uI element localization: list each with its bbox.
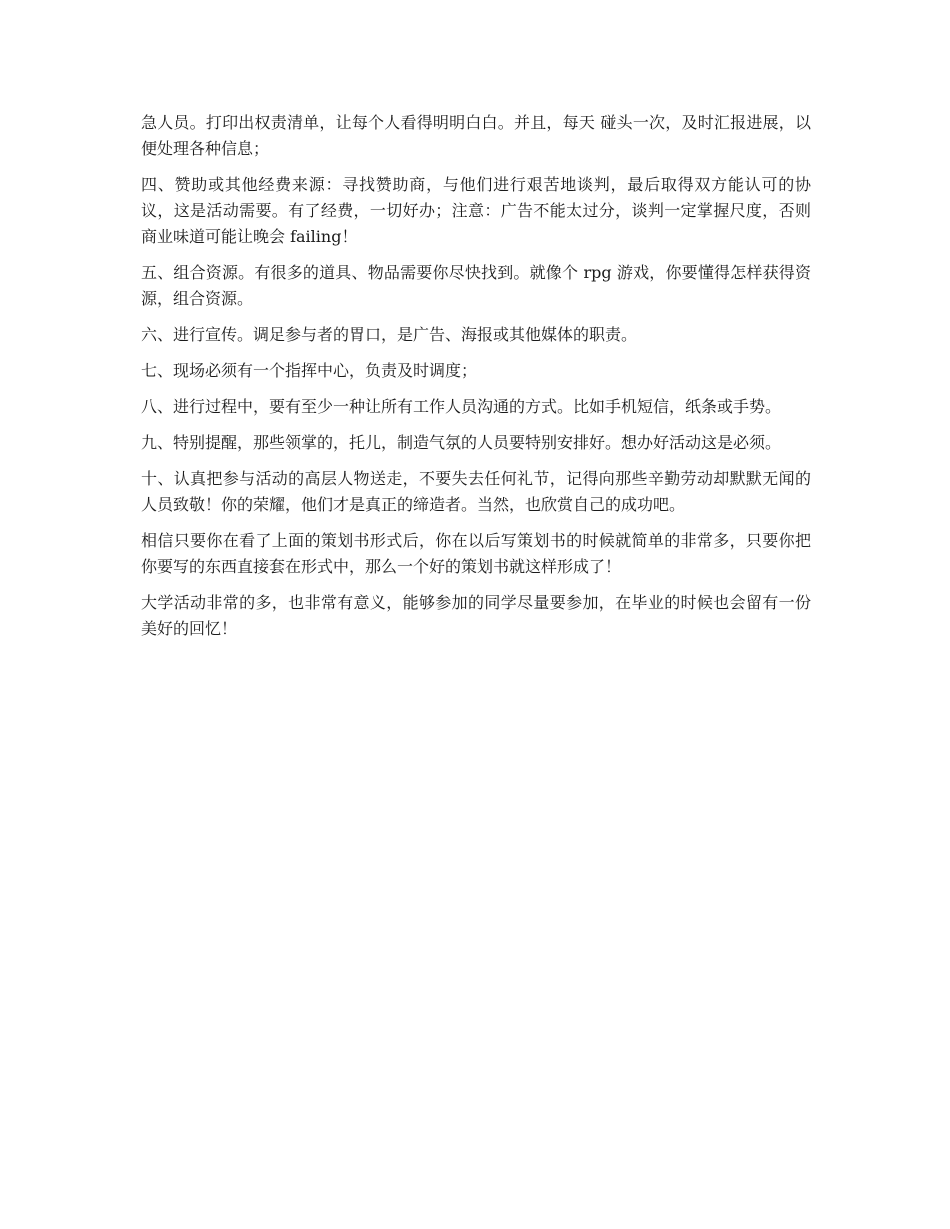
paragraph-3: 五、组合资源。有很多的道具、物品需要你尽快找到。就像个 rpg 游戏，你要懂得怎样获得资源，组合资源。 [141,263,811,308]
paragraph-5: 七、现场必须有一个指挥中心，负责及时调度； [141,361,478,380]
paragraph-8: 十、认真把参与活动的高层人物送走，不要失去任何礼节，记得向那些辛勤劳动却默默无闻的人员致敬！你的荣耀，他们才是真正的缔造者。当然，也欣赏自己的成功吧。 [141,469,811,514]
paragraph-4: 六、进行宣传。调足参与者的胃口，是广告、海报或其他媒体的职责。 [141,325,638,344]
paragraph-10: 大学活动非常的多，也非常有意义，能够参加的同学尽量要参加，在毕业的时候也会留有一份美好的回忆！ [141,593,811,638]
paragraph-6: 八、进行过程中，要有至少一种让所有工作人员沟通的方式。比如手机短信，纸条或手势。 [141,397,782,416]
paragraph-9: 相信只要你在看了上面的策划书形式后，你在以后写策划书的时候就简单的非常多，只要你把你要写的东西直接套在形式中，那么一个好的策划书就这样形成了！ [141,531,811,576]
paragraph-1: 急人员。打印出权责清单，让每个人看得明明白白。并且，每天 碰头一次，及时汇报进展，以便处理各种信息； [141,113,811,158]
document-body [141,110,811,652]
paragraph-2: 四、赞助或其他经费来源：寻找赞助商，与他们进行艰苦地谈判，最后取得双方能认可的协议，这是活动需要。有了经费，一切好办；注意：广告不能太过分，谈判一定掌握尺度，否则商业味道可能让晚会 failing！ [141,175,811,246]
paragraph-7: 九、特别提醒，那些领掌的，托儿，制造气氛的人员要特别安排好。想办好活动这是必须。 [141,433,782,452]
